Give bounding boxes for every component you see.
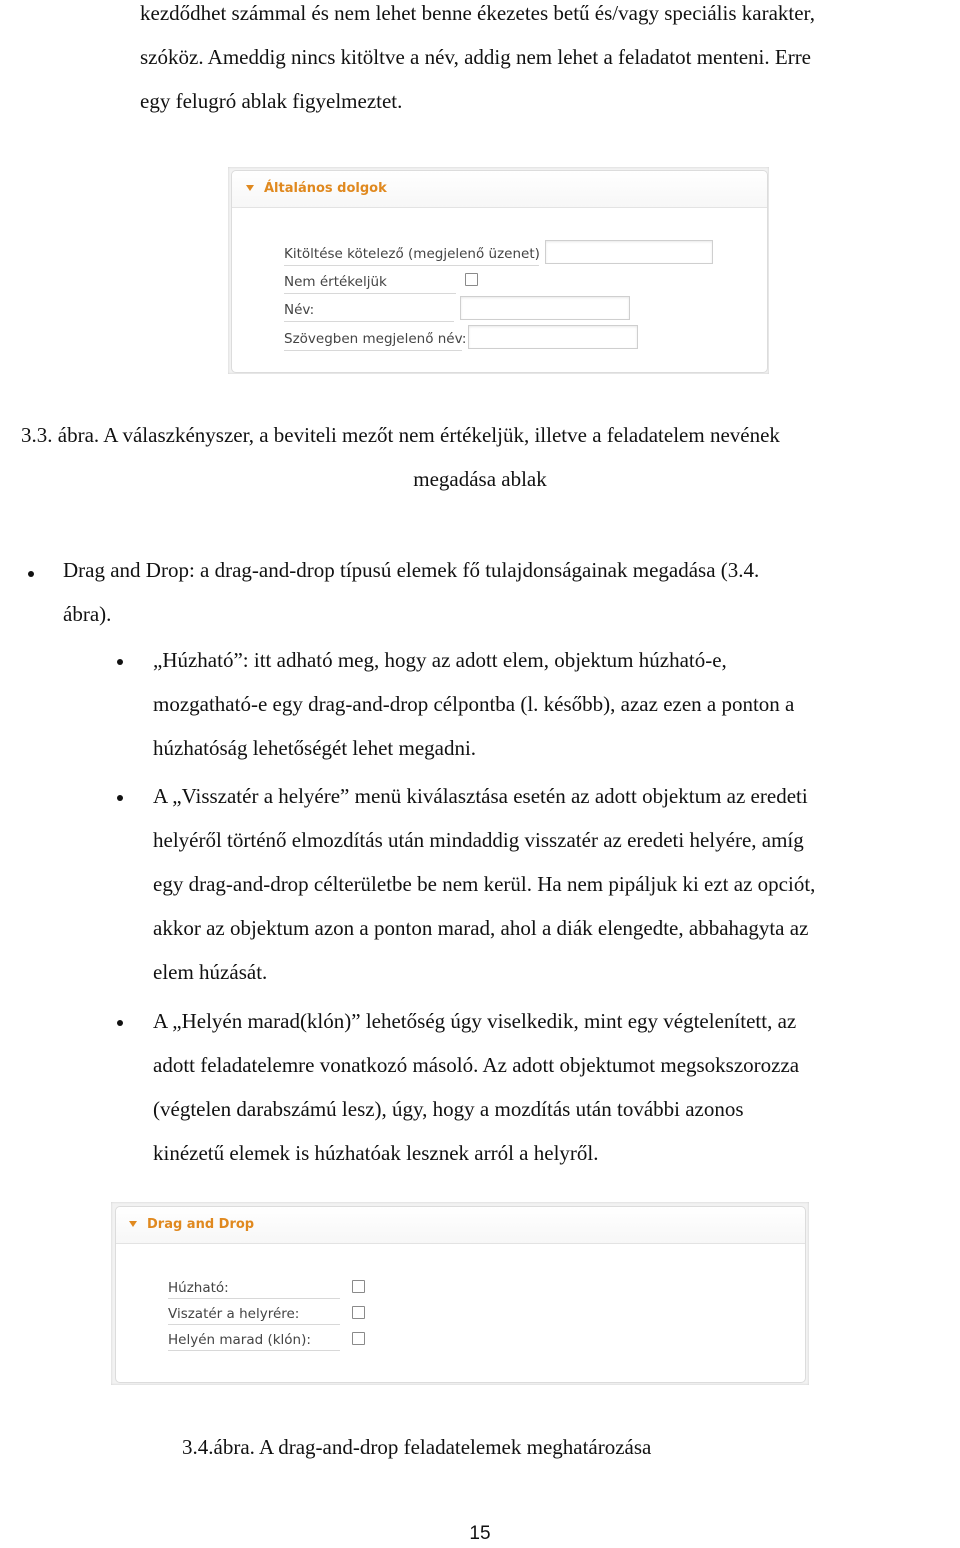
required-message-input[interactable] [545,240,713,264]
display-name-label: Szövegben megjelenő név: [284,331,467,347]
draggable-label: Húzható: [168,1280,229,1296]
list-item-line: ábra). [63,602,112,626]
sub-item-clone [153,999,957,1175]
draggable-checkbox[interactable] [352,1280,365,1293]
required-message-label: Kitöltése kötelező (megjelenő üzenet) [284,246,540,262]
general-settings-panel [231,170,768,373]
figure-caption-3-3 [0,413,960,501]
divider [284,293,456,294]
return-label: Viszatér a helyrére: [168,1306,300,1322]
divider [284,350,462,351]
list-item-line: mozgatható-e egy drag-and-drop célpontba (l. később), azaz ezen a ponton a [153,692,795,716]
caption-line: megadása ablak [413,467,547,491]
page-number: 15 [469,1523,491,1544]
clone-label: Helyén marad (klón): [168,1332,311,1348]
clone-checkbox[interactable] [352,1332,365,1345]
not-graded-checkbox[interactable] [465,273,478,286]
sub-item-return [153,774,957,994]
sub-item-draggable [153,638,957,770]
list-item-line: adott feladatelemre vonatkozó másoló. Az adott objektumot megsokszorozza [153,1053,800,1077]
return-checkbox[interactable] [352,1306,365,1319]
not-graded-label: Nem értékeljük [284,274,387,290]
intro-paragraph [140,0,960,123]
divider [168,1324,340,1325]
list-item-line: elem húzását. [153,960,268,984]
divider [284,265,539,266]
divider [168,1350,340,1351]
list-item-line: egy drag-and-drop célterületbe be nem kerül. Ha nem pipáljuk ki ezt az opciót, [153,872,816,896]
bullet-icon [117,795,123,801]
list-item-line: akkor az objektum azon a ponton marad, ahol a diák elengedte, abbahagyta az [153,916,809,940]
list-item-line: kinézetű elemek is húzhatóak lesznek arról a helyről. [153,1141,599,1165]
figure-drag-and-drop [111,1202,809,1385]
intro-line: kezdődhet számmal és nem lehet benne ékezetes betű és/vagy speciális karakter, [140,1,815,25]
divider [168,1298,340,1299]
display-name-input[interactable] [468,325,638,349]
panel-header[interactable] [116,1207,805,1244]
name-input[interactable] [460,296,630,320]
name-label: Név: [284,302,315,318]
list-item-line: A „Visszatér a helyére” menü kiválasztása esetén az adott objektum az eredeti [153,784,808,808]
intro-line: egy felugró ablak figyelmeztet. [140,89,403,113]
drag-and-drop-panel [115,1206,806,1383]
list-item-line: Drag and Drop: a drag-and-drop típusú elemek fő tulajdonságainak megadása (3.4. [63,558,760,582]
bullet-icon [28,571,34,577]
list-item-line: helyéről történő elmozdítás után mindaddig visszatér az eredeti helyére, amíg [153,828,804,852]
list-item-line: A „Helyén marad(klón)” lehetőség úgy viselkedik, mint egy végtelenített, az [153,1009,797,1033]
list-item-line: húzhatóság lehetőségét lehet megadni. [153,736,477,760]
collapse-triangle-icon [129,1221,137,1227]
divider [284,321,454,322]
bullet-icon [117,659,123,665]
bullet-icon [117,1020,123,1026]
panel-header[interactable] [232,171,767,208]
list-item-line: „Húzható”: itt adható meg, hogy az adott elem, objektum húzható-e, [153,648,727,672]
list-item-drag-and-drop [63,548,943,636]
intro-line: szóköz. Ameddig nincs kitöltve a név, addig nem lehet a feladatot menteni. Erre [140,45,812,69]
panel-title: Általános dolgok [264,181,387,196]
figure-caption-3-4: 3.4.ábra. A drag-and-drop feladatelemek meghatározása [182,1435,652,1459]
list-item-line: (végtelen darabszámú lesz), úgy, hogy a mozdítás után további azonos [153,1097,744,1121]
figure-general-settings [228,167,769,374]
caption-line: 3.3. ábra. A válaszkényszer, a beviteli mezőt nem értékeljük, illetve a feladatelem nevének [21,423,780,447]
panel-title: Drag and Drop [147,1217,255,1232]
collapse-triangle-icon [246,185,254,191]
